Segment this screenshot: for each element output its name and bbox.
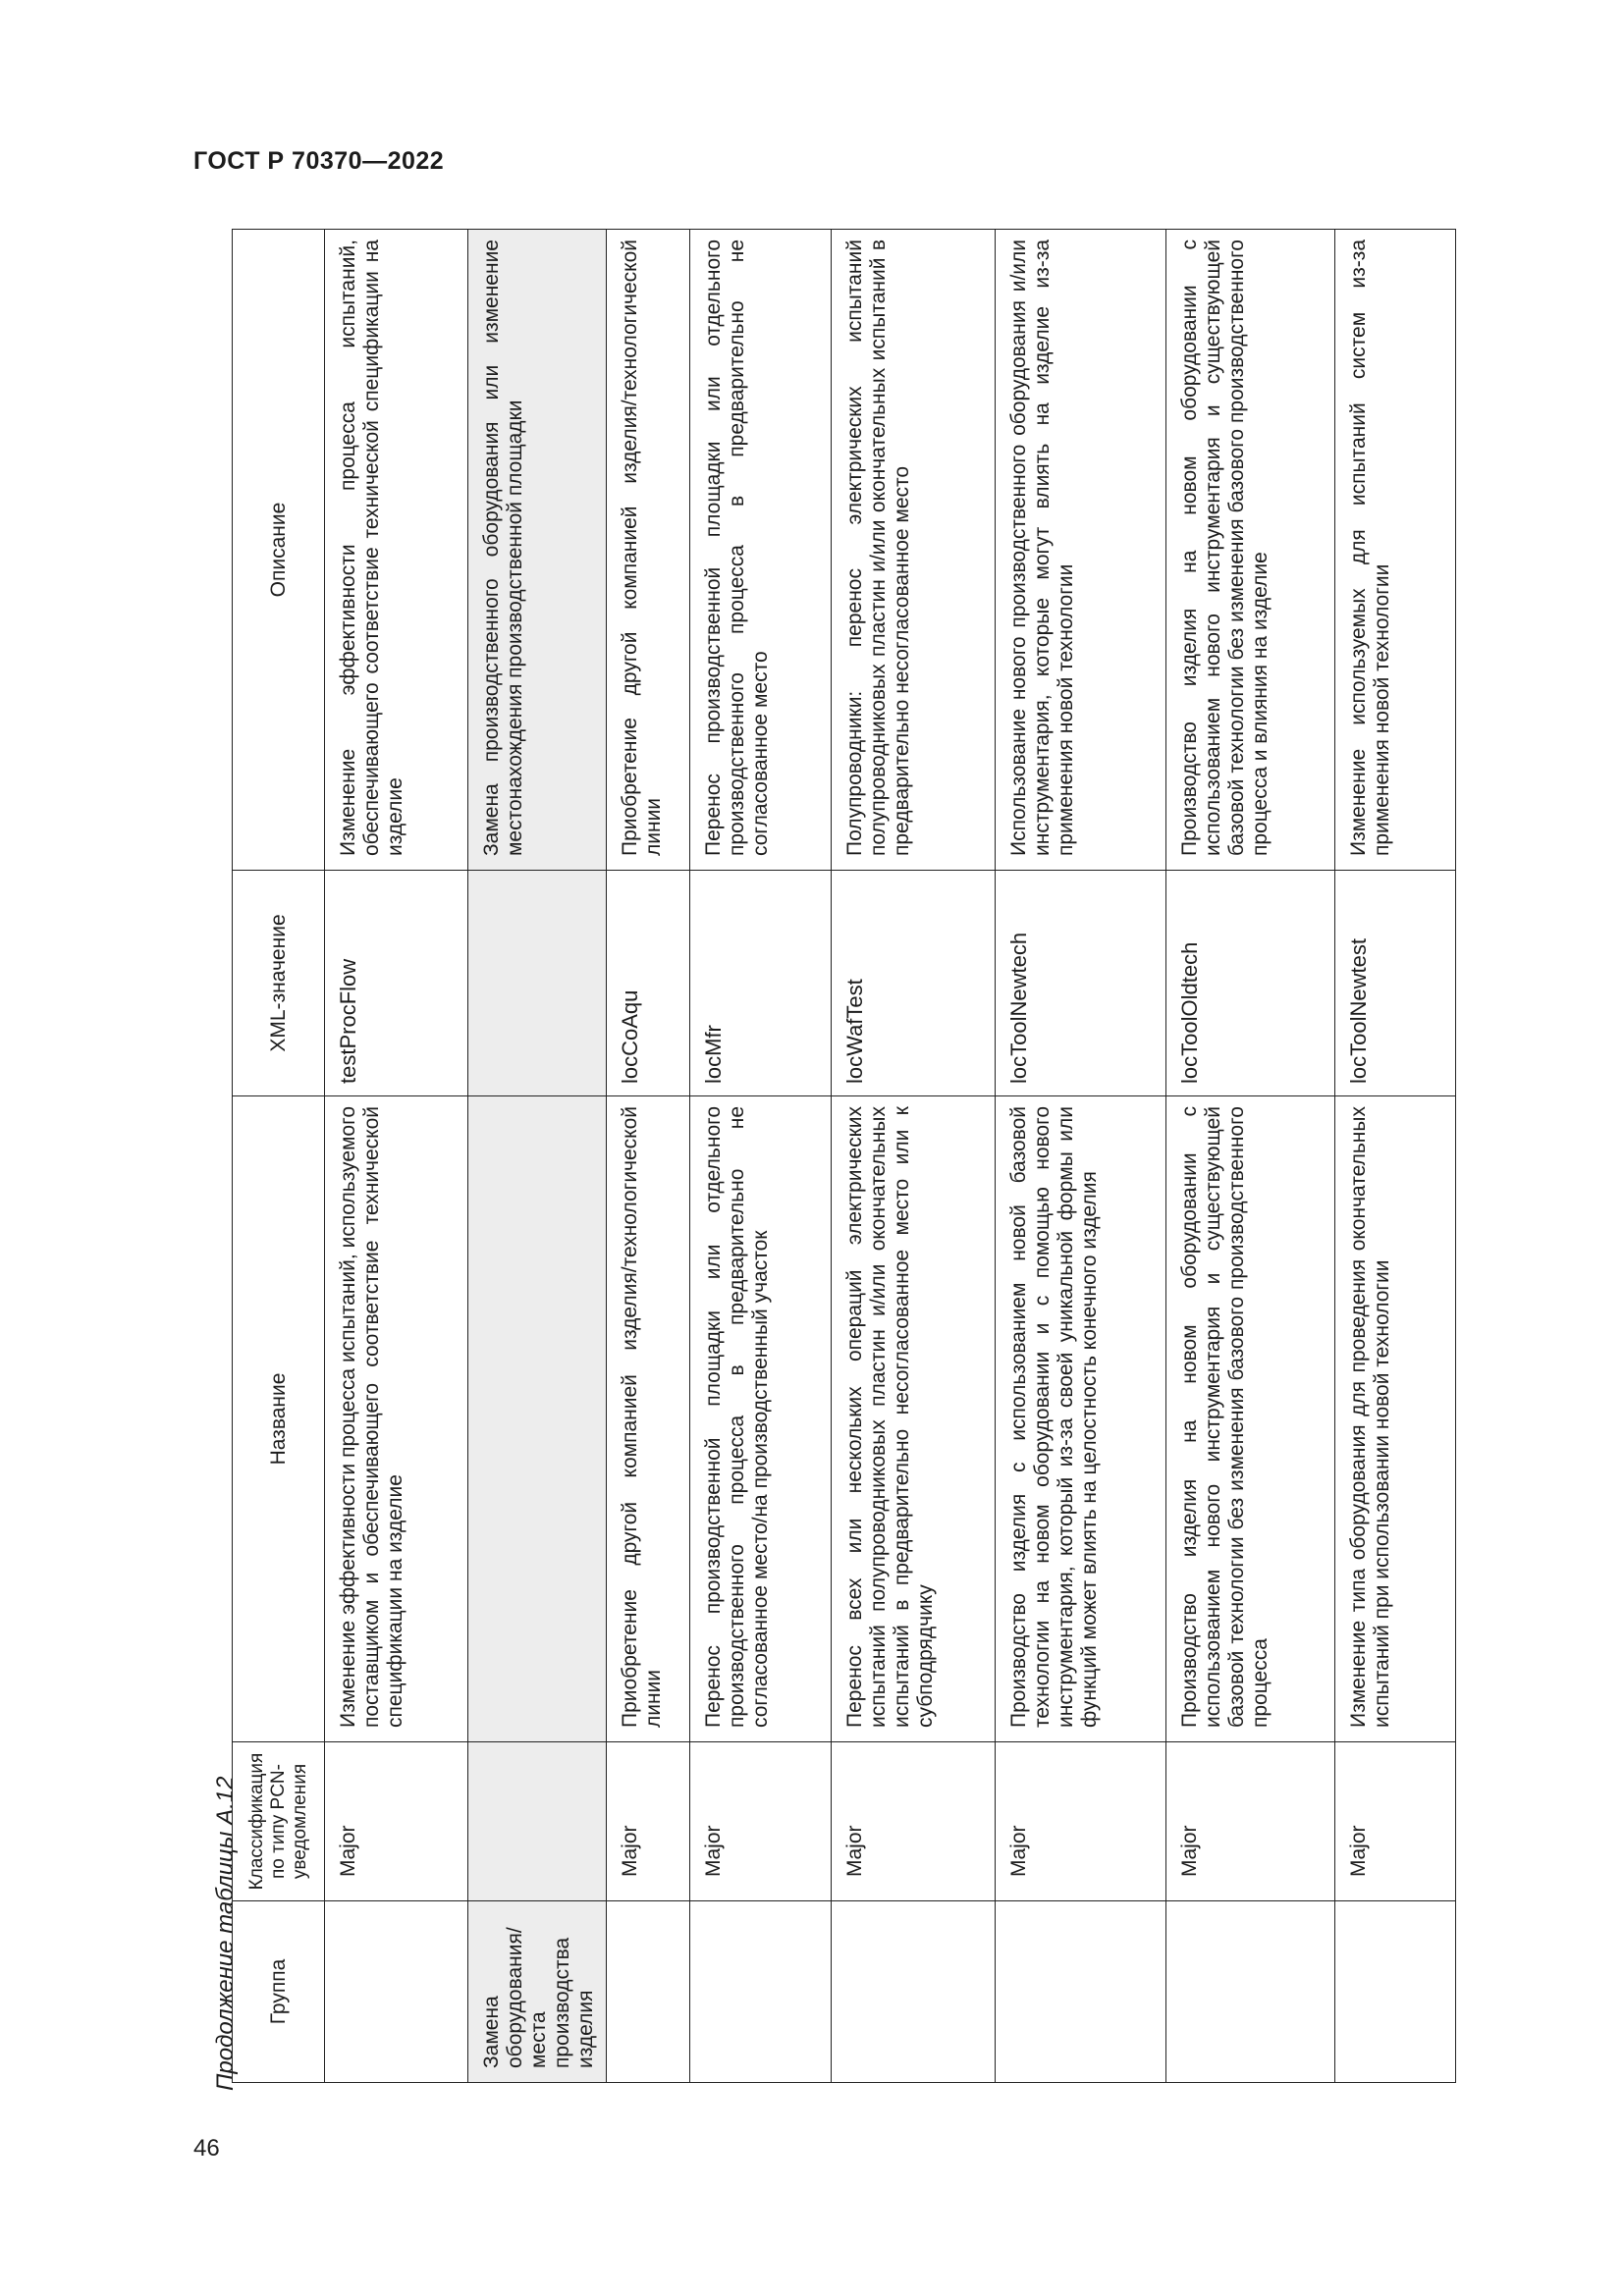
rotated-table-container [232,230,1437,2083]
table-row-group-heading [468,230,607,2083]
cell-group [325,1901,468,2083]
cell-classification: Major [690,1742,832,1901]
cell-description: Использование нового производственного оборудования и/или инструментария, которые могут влиять на изделие из-за применения новой технологии [996,230,1166,871]
change-classification-table [232,229,1456,2083]
column-header-xml: XML-значение [233,871,325,1096]
cell-xml [468,871,607,1096]
table-row [607,230,690,2083]
cell-group [1335,1901,1456,2083]
cell-name [468,1096,607,1742]
cell-group [1166,1901,1335,2083]
page-header-title: ГОСТ Р 70370—2022 [193,147,445,175]
cell-classification: Major [1166,1742,1335,1901]
cell-description: Изменение эффективности процесса испытаний, обеспечивающего соответствие технической спецификации на изделие [325,230,468,871]
cell-group [832,1901,996,2083]
cell-group [996,1901,1166,2083]
cell-xml: locToolNewtest [1335,871,1456,1096]
cell-name: Приобретение другой компанией изделия/технологической линии [607,1096,690,1742]
cell-xml: locMfr [690,871,832,1096]
cell-xml: testProcFlow [325,871,468,1096]
cell-description: Производство изделия на новом оборудовании с использованием нового инструментария и существующей базовой технологии без изменения базового производственного процесса и влияния на изделие [1166,230,1335,871]
cell-group [690,1901,832,2083]
table-row [690,230,832,2083]
cell-classification: Major [325,1742,468,1901]
cell-xml: locCoAqu [607,871,690,1096]
column-header-name: Название [233,1096,325,1742]
table-row [996,230,1166,2083]
cell-description: Приобретение другой компанией изделия/технологической линии [607,230,690,871]
column-header-description: Описание [233,230,325,871]
cell-classification: Major [1335,1742,1456,1901]
cell-description: Полупроводники: перенос электрических испытаний полупроводниковых пластин и/или окончательных испытаний в предварительно несогласованное место [832,230,996,871]
table-row [1166,230,1335,2083]
cell-xml: locWafTest [832,871,996,1096]
cell-name: Производство изделия на новом оборудовании с использованием нового инструментария и существующей базовой технологии без изменения базового производственного процесса [1166,1096,1335,1742]
cell-name: Производство изделия с использованием новой базовой технологии на новом оборудовании и с помощью нового инструментария, который из-за своей уникальной формы или функций может влиять на целостность конечного изделия [996,1096,1166,1742]
cell-name: Перенос всех или нескольких операций электрических испытаний полупроводниковых пластин и/или окончательных испытаний в предварительно несогласованное место или к субподрядчику [832,1096,996,1742]
page-number: 46 [193,2135,220,2162]
cell-xml: locToolNewtech [996,871,1166,1096]
cell-name: Изменение эффективности процесса испытаний, используемого поставщиком и обеспечивающего соответствие технической спецификации на изделие [325,1096,468,1742]
table-row [832,230,996,2083]
cell-description: Замена производственного оборудования или изменение местонахождения производственной площадки [468,230,607,871]
cell-classification: Major [607,1742,690,1901]
cell-group [607,1901,690,2083]
cell-name: Изменение типа оборудования для проведения окончательных испытаний при использовании новой технологии [1335,1096,1456,1742]
table-caption: Продолжение таблицы А.12 [212,1776,239,2091]
cell-classification: Major [832,1742,996,1901]
cell-description: Изменение используемых для испытаний систем из-за применения новой технологии [1335,230,1456,871]
cell-classification: Major [996,1742,1166,1901]
cell-group: Замена оборудования/ места производства изделия [468,1901,607,2083]
cell-description: Перенос производственной площадки или отдельного производственного процесса в предварительно не согласованное место [690,230,832,871]
column-header-group: Группа [233,1901,325,2083]
cell-classification [468,1742,607,1901]
table-header-row [233,230,325,2083]
table-row [1335,230,1456,2083]
table-row [325,230,468,2083]
cell-name: Перенос производственной площадки или отдельного производственного процесса в предварительно не согласованное место/на производственный участок [690,1096,832,1742]
column-header-classification: Классификация по типу PCN-уведомления [233,1742,325,1901]
cell-xml: locToolOldtech [1166,871,1335,1096]
